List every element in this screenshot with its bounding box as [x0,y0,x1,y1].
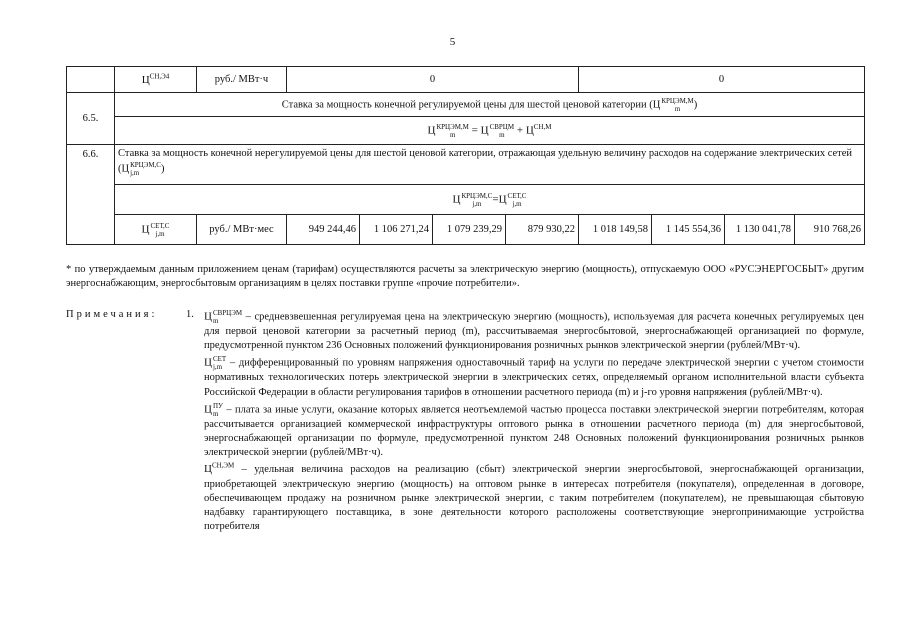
notes-number: 1. [186,309,194,320]
value-cell: 1 106 271,24 [360,215,433,245]
table-row [67,215,865,245]
unit-cell: руб./ МВт·ч [197,67,287,93]
symbol-cell: Ц СЕТ,С j,m [115,215,197,245]
table-row [67,67,865,93]
row-title: Ставка за мощность конечной регулируемой цены для шестой ценовой категории (Ц КРЦЭМ,М m ) [115,93,865,117]
value-cell: 1 018 149,58 [579,215,652,245]
page-number: 5 [449,36,456,48]
value-cell: 1 130 041,78 [725,215,795,245]
notes-label: Примечания: [66,309,158,320]
table-row [67,93,865,117]
notes-list [204,309,864,536]
row-number: 6.5. [67,93,115,145]
value-cell: 1 145 554,36 [652,215,725,245]
table-row [67,145,865,185]
value-cell: 949 244,46 [287,215,360,245]
note-item: $Ц^{СН,ЭМ}$ – удельная величина расходов на реализацию (сбыт) электрической энергии энергосбытовой, энергоснабжающей организации, приобретающей электрическую энергию (мощность) на оптовом рынке в интересах потребителя (покупателя), определенная в договоре, обеспечивающем продажу на розничном рынке электрической энергии, с таким потребителем (покупателем), не превышающая сбытовую надбавку гарантирующего поставщика, в зоне деятельности которого расположены соответствующие энергопринимающие устройства потребителя [204,461,864,533]
value-cell: 0 [287,67,579,93]
symbol-cell: $Ц^{СН,Э4}$ [115,67,197,93]
value-cell: 910 768,26 [795,215,865,245]
note-item: Ц ПУ m – плата за иные услуги, оказание которых является неотъемлемой частью процесса поставки электрической энергии потребителям, которая рассчитывается организацией коммерческой инфраструктуры оптового рынка в отношении расчетного периода (m) для энергосбытовой, энергоснабжающей организации по формуле, предусмотренной пунктом 248 Основных положений функционирования розничных рынков электрической энергии (рублей/МВт·ч). [204,401,864,459]
table-row [67,185,865,215]
footnote: * по утверждаемым данным приложением ценам (тарифам) осуществляются расчеты за электрическую энергию (мощность), отпускаемую ООО «РУСЭНЕРГОСБЫТ» другим энергоснабжающим, энергосбытовым организациям в целях поставки группе «прочие потребители». [66,264,864,289]
value-cell: 1 079 239,29 [433,215,506,245]
value-cell: 0 [579,67,865,93]
row-title: Ставка за мощность конечной нерегулируемой цены для шестой ценовой категории, отражающая удельную величину расходов на содержание электрических сетей (Ц КРЦЭМ,С j,m ) [115,145,865,185]
formula: Ц КРЦЭМ,М m = Ц СВРЦМ m + $Ц^{СН,М}$ [115,117,865,145]
tariff-table [66,66,865,245]
row-number: 6.6. [67,145,115,245]
formula: Ц КРЦЭМ,С j,m =Ц СЕТ,С j,m [115,185,865,215]
note-item: Ц СВРЦЭМ m – средневзвешенная регулируемая цена на электрическую энергию (мощность), используемая для расчета конечных регулируемых цен для первой ценовой категории за расчетный период (m), рассчитываемая энергосбытовой, энергоснабжающей организацией по формуле, предусмотренной пунктом 236 Основных положений функционирования розничных рынков электрической энергии (рублей/МВт·ч). [204,309,864,352]
note-item: Ц СЕТ j,m – дифференцированный по уровням напряжения одноставочный тариф на услуги по передаче электрической энергии с учетом стоимости нормативных технологических потерь электрической энергии в электрических сетях, определяемый органом исполнительной власти субъекта Российской Федерации в области регулирования тарифов в отношении расчетного периода (m) и j-го уровня напряжения (рублей/МВт·ч). [204,355,864,398]
unit-cell: руб./ МВт·мес [197,215,287,245]
table-row [67,117,865,145]
value-cell: 879 930,22 [506,215,579,245]
